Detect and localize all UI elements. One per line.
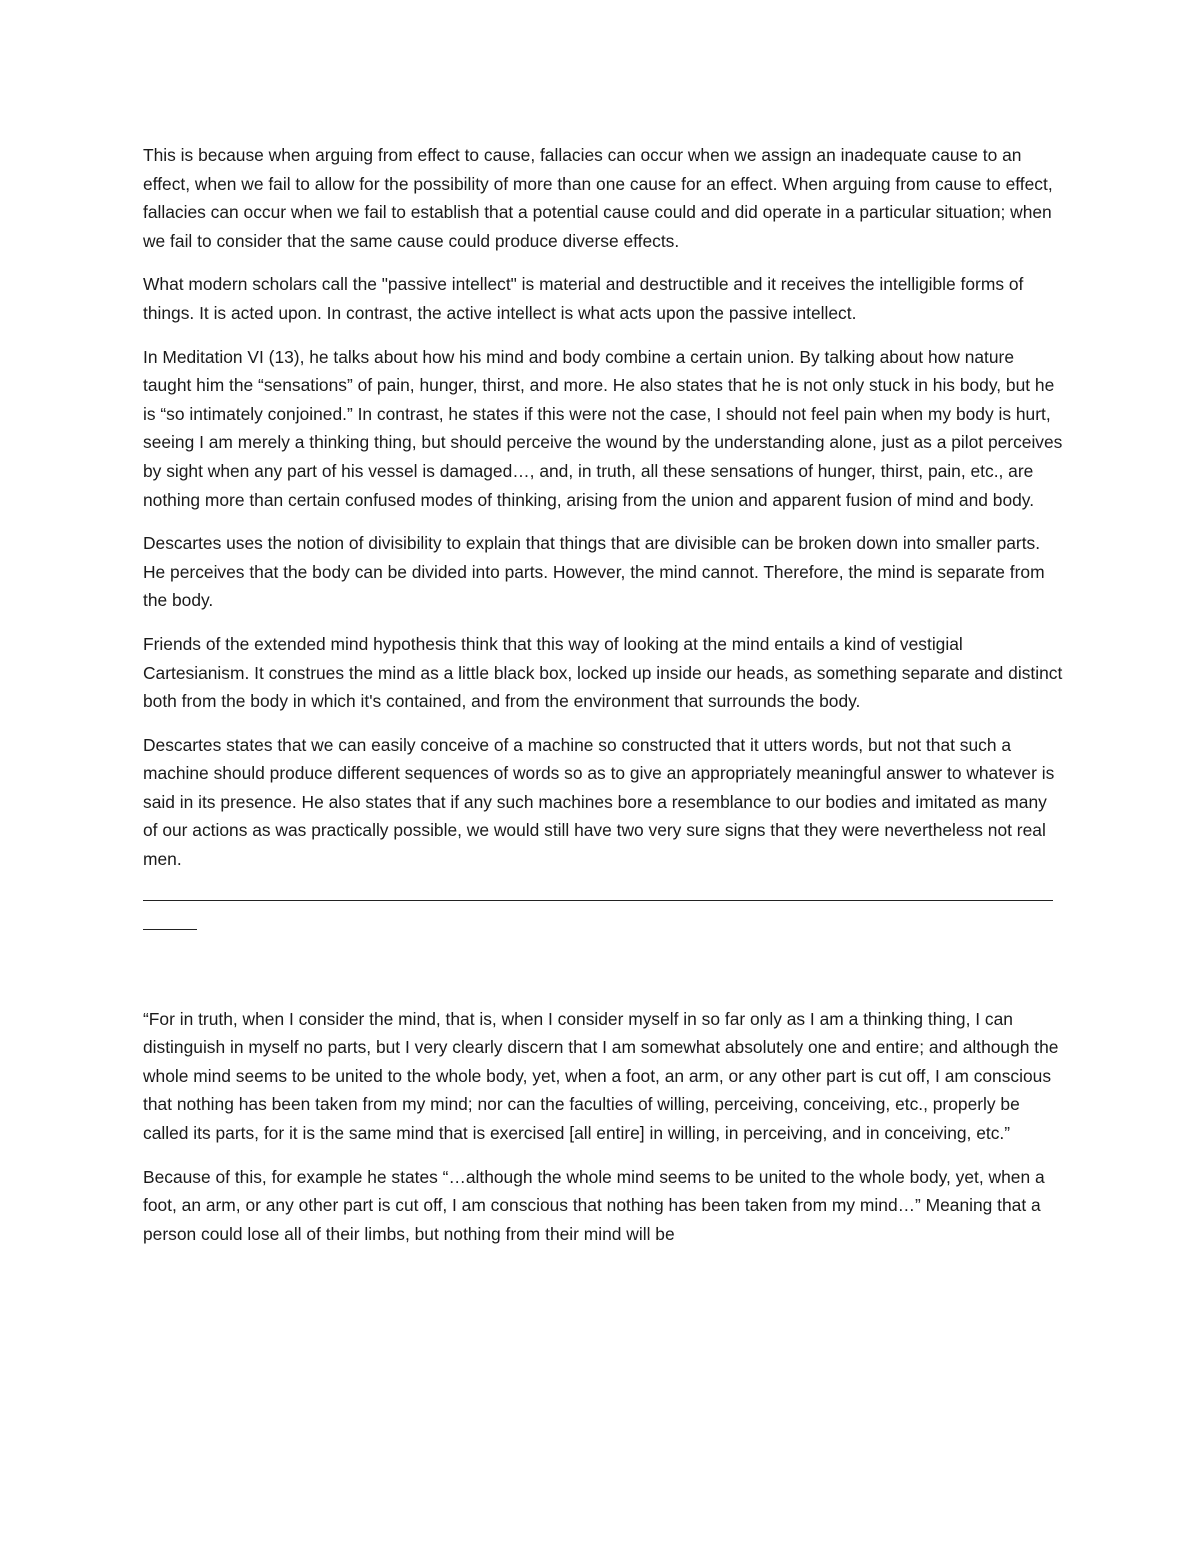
paragraph: Because of this, for example he states “…although the whole mind seems to be united to the whole body, yet, when a foot, an arm, or any other part is cut off, I am conscious that nothing has been taken from my mind…” Meaning that a person could lose all of their limbs, but nothing from their mind will be bbox=[143, 1166, 1045, 1244]
document-body bbox=[143, 141, 1063, 1263]
paragraph: What modern scholars call the "passive intellect" is material and destructible and it receives the intelligible forms of things. It is acted upon. In contrast, the active intellect is what acts upon the passive intellect. bbox=[143, 274, 1024, 323]
paragraph: Descartes states that we can easily conceive of a machine so constructed that it utters words, but not that such a machine should produce different sequences of words so as to give an appropriately meaningful answer to whatever is said in its presence. He also states that if any such machines bore a resemblance to our bodies and imitated as many of our actions as was practically possible, we would still have two very sure signs that they were nevertheless not real men. bbox=[143, 734, 1055, 870]
quote-paragraph: “For in truth, when I consider the mind, that is, when I consider myself in so far only as I am a thinking thing, I can distinguish in myself no parts, but I very clearly discern that I am somewhat absolutely one and entire; and although the whole mind seems to be united to the whole body, yet, when a foot, an arm, or any other part is cut off, I am conscious that nothing has been taken from my mind; nor can the faculties of willing, perceiving, conceiving, etc., properly be called its parts, for it is the same mind that is exercised [all entire] in willing, in perceiving, and in conceiving, etc.” bbox=[143, 1008, 1059, 1144]
paragraph: Descartes uses the notion of divisibility to explain that things that are divisible can be broken down into smaller parts. He perceives that the body can be divided into parts. However, the mind cannot. Therefore, the mind is separate from the body. bbox=[143, 533, 1045, 611]
horizontal-rule bbox=[143, 900, 1053, 901]
paragraph: In Meditation VI (13), he talks about how his mind and body combine a certain union. By talking about how nature taught him the “sensations” of pain, hunger, thirst, and more. He also states that he is not only stuck in his body, but he is “so intimately conjoined.” In contrast, he states if this were not the case, I should not feel pain when my body is hurt, seeing I am merely a thinking thing, but should perceive the wound by the understanding alone, just as a pilot perceives by sight when any part of his vessel is damaged…, and, in truth, all these sensations of hunger, thirst, pain, etc., are nothing more than certain confused modes of thinking, arising from the union and apparent fusion of mind and body. bbox=[143, 346, 1063, 510]
paragraph: Friends of the extended mind hypothesis think that this way of looking at the mind entails a kind of vestigial Cartesianism. It construes the mind as a little black box, locked up inside our heads, as something separate and distinct both from the body in which it's contained, and from the environment that surrounds the body. bbox=[143, 633, 1063, 712]
section-after-rule bbox=[143, 1005, 1063, 1249]
horizontal-rule-short bbox=[143, 929, 197, 930]
paragraph: This is because when arguing from effect to cause, fallacies can occur when we assign an inadequate cause to an effect, when we fail to allow for the possibility of more than one cause for an effect. When arguing from cause to effect, fallacies can occur when we fail to establish that a potential cause could and did operate in a particular situation; when we fail to consider that the same cause could produce diverse effects. bbox=[143, 145, 1053, 251]
